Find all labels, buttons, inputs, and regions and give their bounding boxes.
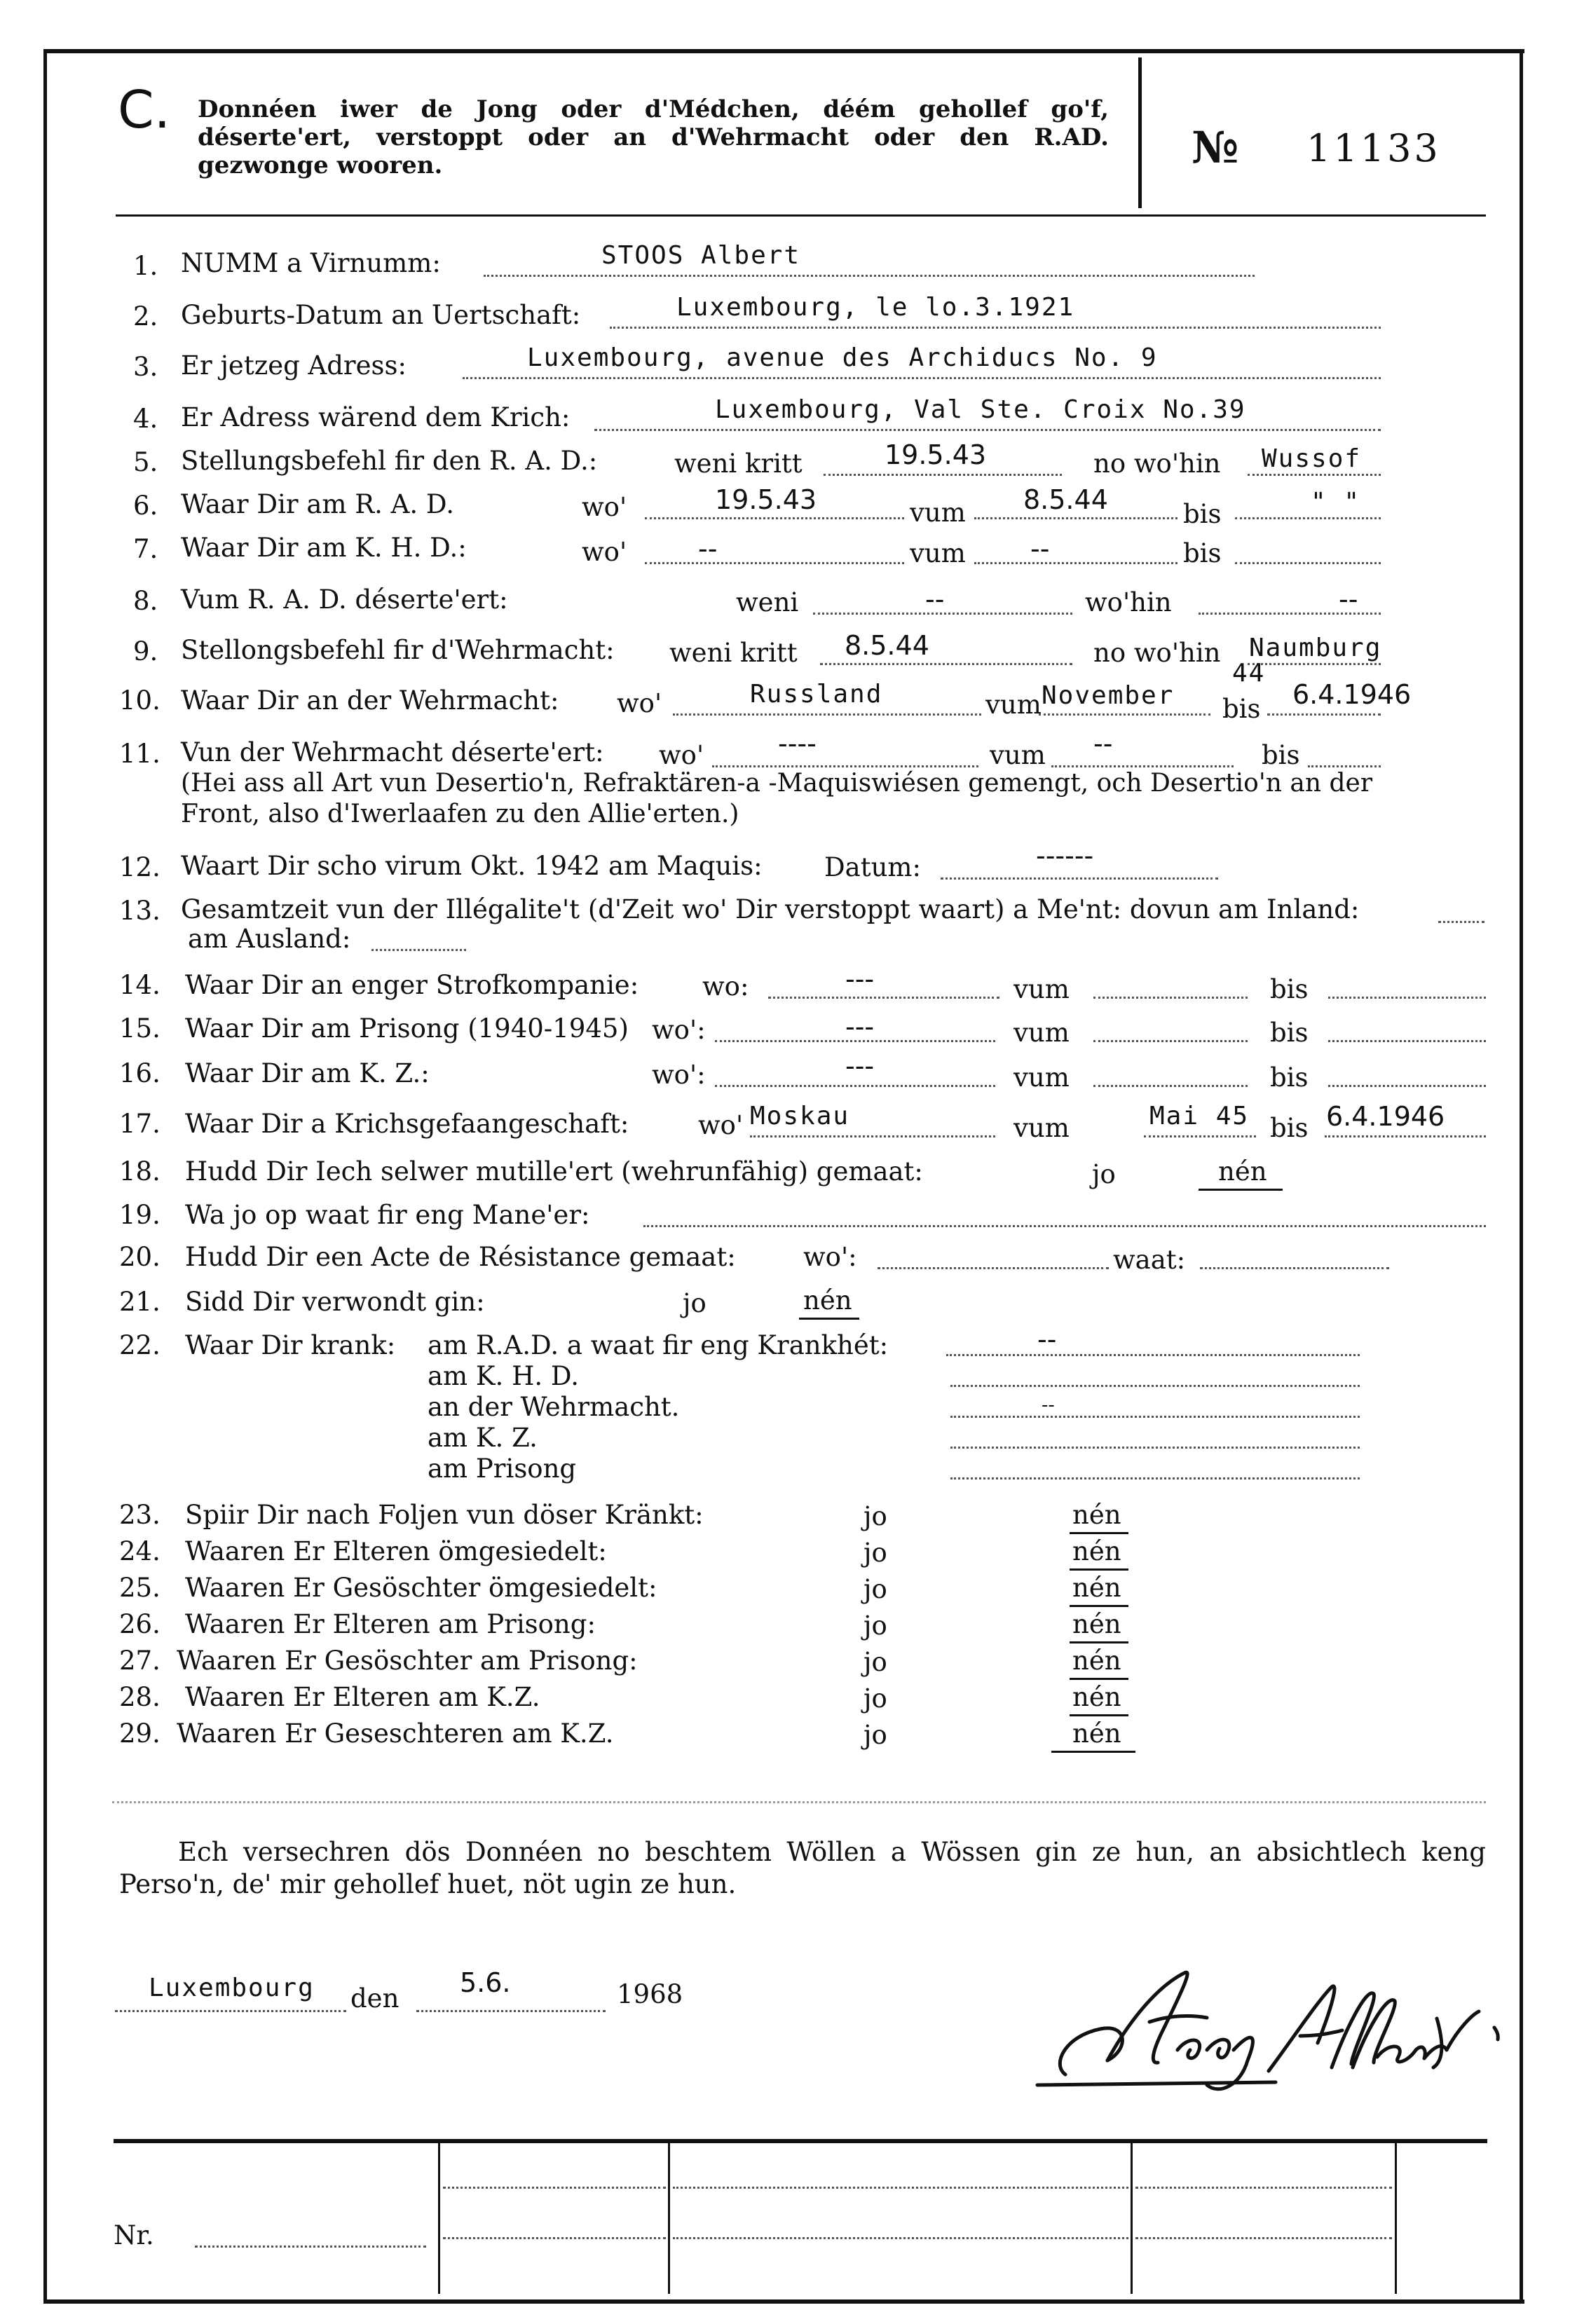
q14-line2 [1093, 997, 1248, 999]
q9-line2 [1248, 663, 1381, 665]
q9-answer1: 8.5.44 [845, 630, 929, 661]
q5-word1: weni kritt [674, 449, 803, 479]
q11-label: Vun der Wehrmacht déserte'ert: [181, 737, 604, 767]
q15-label: Waar Dir am Prisong (1940-1945) [185, 1013, 629, 1044]
footer-date: 5.6. [460, 1967, 511, 1998]
q7-label: Waar Dir am K. H. D.: [181, 533, 467, 563]
q14-word1: wo: [702, 971, 749, 1002]
q10-word2: vum [985, 690, 1042, 720]
q16-line3 [1328, 1085, 1486, 1087]
q17-answer2: Mai 45 [1149, 1102, 1250, 1130]
q14-word2: vum [1013, 974, 1070, 1004]
q13-label: Gesamtzeit vun der Illégalite't (d'Zeit wo' Dir verstoppt waart) a Me'nt: dovun am Inland: [181, 894, 1360, 924]
q22-sub-prisong: am Prisong [428, 1454, 577, 1484]
q14-answer1: --- [845, 964, 875, 994]
q2-line [610, 327, 1381, 329]
q9-word1: weni kritt [669, 638, 798, 668]
date-line [416, 2010, 606, 2012]
bottom-rule [114, 2139, 1487, 2143]
q29-label: Waaren Er Geseschteren am K.Z. [177, 1718, 614, 1749]
bottom-col-3 [1131, 2143, 1133, 2294]
q28-no: nén [1072, 1682, 1121, 1712]
footer-den: den [350, 1983, 400, 2014]
q8-answer1: -- [925, 584, 945, 615]
q11-line3 [1308, 765, 1381, 767]
q17-label: Waar Dir a Krichsgefaangeschaft: [185, 1109, 629, 1139]
q11-note-1: (Hei ass all Art vun Desertio'n, Refraktären-a -Maquiswiésen gemengt, och Desertio'n an der [181, 769, 1373, 798]
q17-number: 17. [119, 1109, 161, 1139]
form-number: 11133 [1306, 126, 1441, 170]
q28-yes: jo [863, 1683, 887, 1714]
q2-label: Geburts-Datum an Uertschaft: [181, 300, 581, 330]
q4-line [594, 429, 1381, 431]
q28-no-underline [1070, 1714, 1128, 1716]
q17-word3: bis [1270, 1113, 1309, 1143]
q6-answer1: 19.5.43 [715, 484, 817, 515]
bottom-line-3 [673, 2187, 1128, 2189]
q5-number: 5. [133, 447, 158, 477]
q4-number: 4. [133, 404, 158, 434]
q8-answer2: -- [1339, 584, 1358, 615]
q15-word1: wo': [652, 1015, 706, 1045]
q28-number: 28. [119, 1682, 161, 1712]
q20-line2 [1200, 1267, 1389, 1269]
q6-label: Waar Dir am R. A. D. [181, 489, 454, 519]
q5-answer1: 19.5.43 [885, 439, 987, 470]
q22-sub-kz: am K. Z. [428, 1423, 538, 1453]
q11-line2 [1051, 765, 1234, 767]
q27-yes: jo [863, 1647, 887, 1677]
q14-line1 [768, 997, 999, 999]
q12-answer1: ------ [1036, 840, 1094, 871]
q2-answer: Luxembourg, le lo.3.1921 [676, 293, 1075, 322]
q28-label: Waaren Er Elteren am K.Z. [185, 1682, 540, 1712]
number-symbol: № [1192, 122, 1239, 173]
q18-yes: jo [1092, 1159, 1116, 1189]
q5-word2: no wo'hin [1093, 449, 1221, 479]
q16-line2 [1093, 1085, 1248, 1087]
q9-answer2: Naumburg [1249, 634, 1382, 662]
q11-answer2: -- [1093, 728, 1113, 759]
footer-year: 1968 [617, 1979, 683, 2009]
q29-no-underline [1051, 1751, 1135, 1753]
q11-line1 [712, 765, 978, 767]
q14-label: Waar Dir an enger Strofkompanie: [185, 970, 639, 1000]
q15-number: 15. [119, 1013, 161, 1044]
q22-number: 22. [119, 1330, 161, 1360]
q22-answer3: -- [1042, 1395, 1055, 1416]
q10-number: 10. [119, 685, 161, 716]
q6-line1 [645, 517, 904, 519]
q10-line1 [673, 713, 981, 716]
nr-label: Nr. [114, 2220, 154, 2250]
q7-line1 [645, 562, 904, 564]
bottom-col-2 [668, 2143, 670, 2294]
q6-word2: vum [910, 498, 966, 528]
q18-label: Hudd Dir Iech selwer mutille'ert (wehrunfähig) gemaat: [185, 1156, 923, 1187]
q20-word1: wo': [803, 1242, 857, 1272]
q22-line4 [950, 1447, 1360, 1449]
q12-label: Waart Dir scho virum Okt. 1942 am Maquis: [181, 851, 763, 881]
q21-number: 21. [119, 1287, 161, 1317]
q10-word1: wo' [617, 688, 662, 718]
q9-label: Stellongsbefehl fir d'Wehrmacht: [181, 635, 615, 665]
q2-number: 2. [133, 301, 158, 331]
q11-number: 11. [119, 739, 161, 769]
bottom-line-4 [673, 2237, 1128, 2239]
q16-word1: wo': [652, 1060, 706, 1090]
q11-answer1: ---- [778, 728, 817, 759]
q26-yes: jo [863, 1611, 887, 1641]
q4-label: Er Adress wärend dem Krich: [181, 402, 571, 432]
nr-line [195, 2246, 426, 2248]
declaration-text: Ech versechren dös Donnéen no beschtem Wöllen a Wössen gin ze hun, an absichtlech keng Perso'n, de' mir gehollef huet, nöt ugin ze hun. [119, 1837, 1486, 1899]
q3-answer: Luxembourg, avenue des Archiducs No. 9 [527, 343, 1158, 372]
q26-no: nén [1072, 1609, 1121, 1639]
q10-line3 [1267, 713, 1381, 716]
q10-answer2: November [1042, 681, 1175, 710]
q22-line2 [950, 1385, 1360, 1387]
bottom-line-5 [1135, 2187, 1392, 2189]
q29-yes: jo [863, 1720, 887, 1750]
q15-word2: vum [1013, 1018, 1070, 1048]
q10-line2 [1039, 713, 1210, 716]
q22-sub-wehrmacht: an der Wehrmacht. [428, 1392, 680, 1422]
q4-answer: Luxembourg, Val Ste. Croix No.39 [715, 395, 1246, 424]
declaration-separator [112, 1801, 1486, 1803]
q24-no-underline [1070, 1568, 1128, 1571]
q26-label: Waaren Er Elteren am Prisong: [185, 1609, 596, 1639]
q3-number: 3. [133, 352, 158, 382]
q22-line3 [950, 1416, 1360, 1418]
q10-word3: bis [1222, 694, 1261, 724]
q18-number: 18. [119, 1156, 161, 1187]
q17-word2: vum [1013, 1113, 1070, 1143]
q7-answer2: -- [1030, 533, 1050, 564]
q20-number: 20. [119, 1242, 161, 1272]
q23-label: Spiir Dir nach Foljen vun döser Kränkt: [185, 1500, 704, 1530]
q9-number: 9. [133, 636, 158, 667]
q21-label: Sidd Dir verwondt gin: [185, 1287, 485, 1317]
q22-sub-khd: am K. H. D. [428, 1361, 579, 1391]
q16-word3: bis [1270, 1062, 1309, 1093]
q1-line [484, 275, 1255, 277]
q7-word3: bis [1183, 538, 1222, 568]
q22-answer1: -- [1037, 1324, 1057, 1355]
q11-word2: vum [990, 740, 1046, 770]
q13-number: 13. [119, 896, 161, 926]
q7-line3 [1235, 562, 1381, 564]
q17-line2 [1144, 1135, 1256, 1137]
q26-number: 26. [119, 1609, 161, 1639]
q8-number: 8. [133, 586, 158, 616]
q7-word1: wo' [582, 537, 627, 567]
q19-line [643, 1225, 1486, 1227]
q21-no: nén [803, 1285, 852, 1315]
q5-label: Stellungsbefehl fir den R. A. D.: [181, 446, 598, 476]
q22-line1 [946, 1354, 1360, 1356]
bottom-col-1 [438, 2143, 440, 2294]
q25-no: nén [1072, 1573, 1121, 1603]
q6-answer3: " " [1311, 488, 1361, 517]
q24-yes: jo [863, 1538, 887, 1568]
q16-label: Waar Dir am K. Z.: [185, 1058, 430, 1088]
q12-line1 [941, 877, 1218, 880]
q14-word3: bis [1270, 974, 1309, 1004]
q6-answer2: 8.5.44 [1023, 484, 1108, 515]
header-divider [1138, 57, 1142, 208]
q1-answer: STOOS Albert [601, 241, 801, 270]
q17-answer1: Moskau [750, 1102, 850, 1130]
q20-line1 [878, 1267, 1109, 1269]
q9-word2: no wo'hin [1093, 638, 1221, 668]
q21-yes: jo [683, 1288, 706, 1318]
q24-label: Waaren Er Elteren ömgesiedelt: [185, 1536, 607, 1566]
q29-no: nén [1072, 1718, 1121, 1749]
q14-number: 14. [119, 970, 161, 1000]
q13-label-abroad: am Ausland: [188, 924, 351, 954]
q11-word1: wo' [659, 740, 704, 770]
q5-line1 [824, 474, 1062, 476]
form-title: Donnéen iwer de Jong oder d'Médchen, déém gehollef go'f, déserte'ert, verstoppt oder an d'Wehrmacht oder den R.AD. gezwonge wooren. [198, 95, 1109, 179]
q27-no-underline [1070, 1678, 1128, 1680]
q23-no-underline [1070, 1532, 1128, 1534]
q7-line2 [974, 562, 1178, 564]
place-line [115, 2010, 346, 2012]
q11-word3: bis [1262, 740, 1300, 770]
q23-no: nén [1072, 1500, 1121, 1530]
q10-answer1: Russland [750, 680, 883, 709]
q25-no-underline [1070, 1605, 1128, 1607]
q10-answer2-year: 44 [1232, 659, 1266, 688]
q6-word3: bis [1183, 499, 1222, 529]
q21-no-underline [799, 1318, 859, 1320]
q7-number: 7. [133, 534, 158, 564]
q22-line5 [950, 1477, 1360, 1479]
form-border-right [1520, 49, 1523, 2299]
q24-no: nén [1072, 1536, 1121, 1566]
q7-answer1: -- [698, 533, 718, 564]
q24-number: 24. [119, 1536, 161, 1566]
q1-number: 1. [133, 251, 158, 281]
q6-number: 6. [133, 491, 158, 521]
q25-yes: jo [863, 1574, 887, 1604]
q17-word1: wo' [698, 1110, 744, 1140]
bottom-line-1 [443, 2187, 666, 2189]
q15-answer1: --- [845, 1011, 875, 1042]
q12-word1: Datum: [824, 852, 921, 882]
q25-number: 25. [119, 1573, 161, 1603]
q17-answer3: 6.4.1946 [1326, 1101, 1445, 1132]
q15-word3: bis [1270, 1018, 1309, 1048]
q6-line2 [974, 517, 1178, 519]
q17-line1 [750, 1135, 995, 1137]
q16-line1 [715, 1085, 995, 1087]
q26-no-underline [1070, 1641, 1128, 1643]
q5-answer2: Wussof [1262, 444, 1362, 473]
q6-line3 [1235, 517, 1381, 519]
q5-line2 [1248, 474, 1381, 476]
q9-line1 [820, 663, 1072, 665]
header-rule [116, 214, 1486, 217]
q29-number: 29. [119, 1718, 161, 1749]
q16-number: 16. [119, 1058, 161, 1088]
q17-line3 [1325, 1135, 1486, 1137]
q23-yes: jo [863, 1501, 887, 1531]
q8-label: Vum R. A. D. déserte'ert: [181, 585, 508, 615]
q10-label: Waar Dir an der Wehrmacht: [181, 685, 559, 716]
q14-line3 [1328, 997, 1486, 999]
q22-label: Waar Dir krank: [185, 1330, 396, 1360]
q16-word2: vum [1013, 1062, 1070, 1093]
q10-answer3: 6.4.1946 [1292, 679, 1412, 710]
q13-line1 [1438, 921, 1484, 923]
bottom-col-4 [1395, 2143, 1397, 2294]
q18-no-underline [1199, 1189, 1283, 1191]
q18-no: nén [1218, 1156, 1267, 1187]
bottom-line-6 [1135, 2237, 1392, 2239]
q7-word2: vum [910, 538, 966, 568]
section-letter: C. [118, 80, 171, 140]
footer-place: Luxembourg [149, 1974, 315, 2002]
q20-label: Hudd Dir een Acte de Résistance gemaat: [185, 1242, 736, 1272]
q12-number: 12. [119, 852, 161, 882]
q3-label: Er jetzeg Adress: [181, 350, 407, 381]
q25-label: Waaren Er Gesöschter ömgesiedelt: [185, 1573, 657, 1603]
q3-line [463, 377, 1381, 379]
q15-line3 [1328, 1040, 1486, 1042]
q8-word2: wo'hin [1085, 587, 1172, 617]
q11-note-2: Front, also d'Iwerlaafen zu den Allie'erten.) [181, 800, 739, 828]
q23-number: 23. [119, 1500, 161, 1530]
q16-answer1: --- [845, 1051, 875, 1081]
q27-no: nén [1072, 1646, 1121, 1676]
q1-label: NUMM a Virnumm: [181, 248, 441, 278]
bottom-line-2 [443, 2237, 666, 2239]
q27-number: 27. [119, 1646, 161, 1676]
q15-line2 [1093, 1040, 1248, 1042]
signature [1023, 1945, 1500, 2099]
q13-line2 [371, 949, 466, 951]
q6-word1: wo' [582, 492, 627, 522]
q27-label: Waaren Er Gesöschter am Prisong: [177, 1646, 638, 1676]
q8-word1: weni [736, 587, 799, 617]
q19-number: 19. [119, 1200, 161, 1230]
q19-label: Wa jo op waat fir eng Mane'er: [185, 1200, 590, 1230]
q20-word2: waat: [1113, 1245, 1186, 1275]
q22-sub-rad: am R.A.D. a waat fir eng Krankhét: [428, 1330, 889, 1360]
